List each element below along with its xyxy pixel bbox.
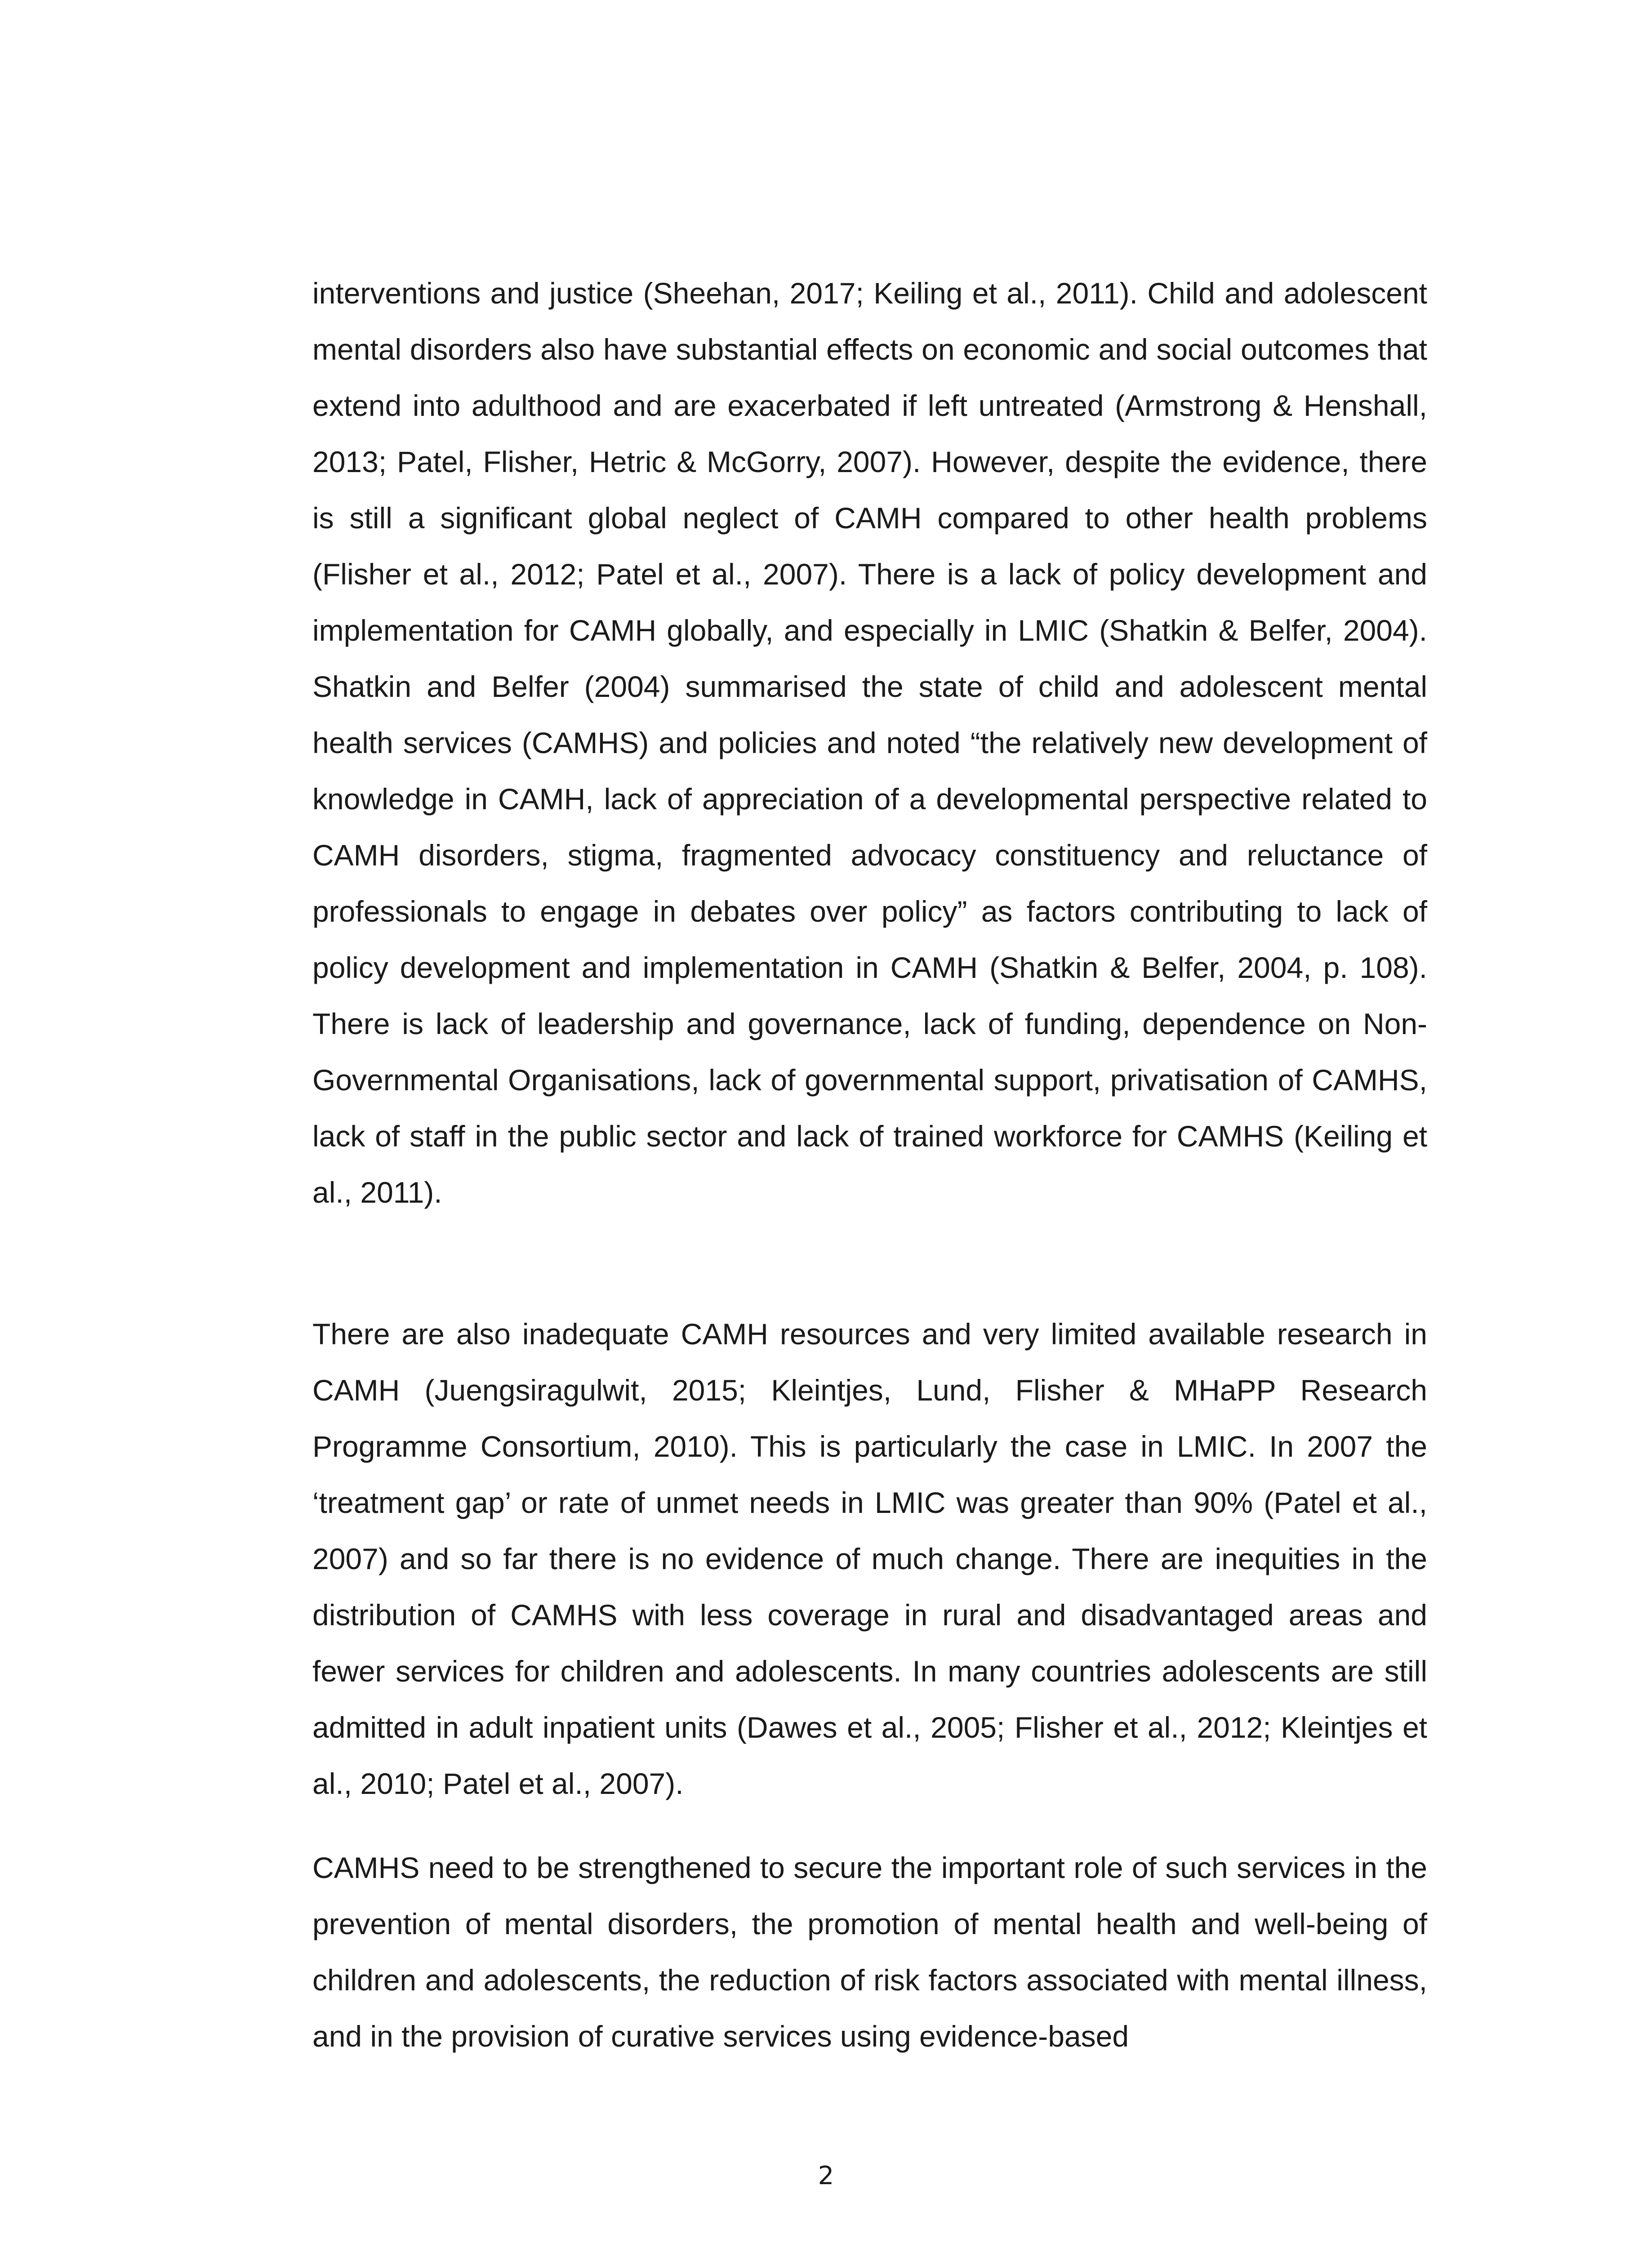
paragraph-2: There are also inadequate CAMH resources and very limited available research in CAMH (Juengsiragulwit, 2015; Kleintjes, Lund, Flisher & MHaPP Research Programme Consortium, 2010). This is particularly the case in LMIC. In 2007 the ‘treatment gap’ or rate of unmet needs in LMIC was greater than 90% (Patel et al., 2007) and so far there is no evidence of much change. There are inequities in the distribution of CAMHS with less coverage in rural and disadvantaged areas and fewer services for children and adolescents. In many countries adolescents are still admitted in adult inpatient units (Dawes et al., 2005; Flisher et al., 2012; Kleintjes et al., 2010; Patel et al., 2007). xyxy=(312,1317,1427,1800)
page-number: 2 xyxy=(818,2161,834,2190)
paragraph-3: CAMHS need to be strengthened to secure the important role of such services in the prevention of mental disorders, the promotion of mental health and well-being of children and adolescents, the reduction of risk factors associated with mental illness, and in the provision of curative services using evidence-based xyxy=(312,1851,1427,2053)
paragraph-1: interventions and justice (Sheehan, 2017; Keiling et al., 2011). Child and adolescent mental disorders also have substantial effects on economic and social outcomes that extend into adulthood and are exacerbated if left untreated (Armstrong & Henshall, 2013; Patel, Flisher, Hetric & McGorry, 2007). However, despite the evidence, there is still a significant global neglect of CAMH compared to other health problems (Flisher et al., 2012; Patel et al., 2007). There is a lack of policy development and implementation for CAMH globally, and especially in LMIC (Shatkin & Belfer, 2004). Shatkin and Belfer (2004) summarised the state of child and adolescent mental health services (CAMHS) and policies and noted “the relatively new development of knowledge in CAMH, lack of appreciation of a developmental perspective related to CAMH disorders, stigma, fragmented advocacy constituency and reluctance of professionals to engage in debates over policy” as factors contributing to lack of policy development and implementation in CAMH (Shatkin & Belfer, 2004, p. 108). There is lack of leadership and governance, lack of funding, dependence on Non-Governmental Organisations, lack of governmental support, privatisation of CAMHS, lack of staff in the public sector and lack of trained workforce for CAMHS (Keiling et al., 2011). xyxy=(312,277,1427,1209)
